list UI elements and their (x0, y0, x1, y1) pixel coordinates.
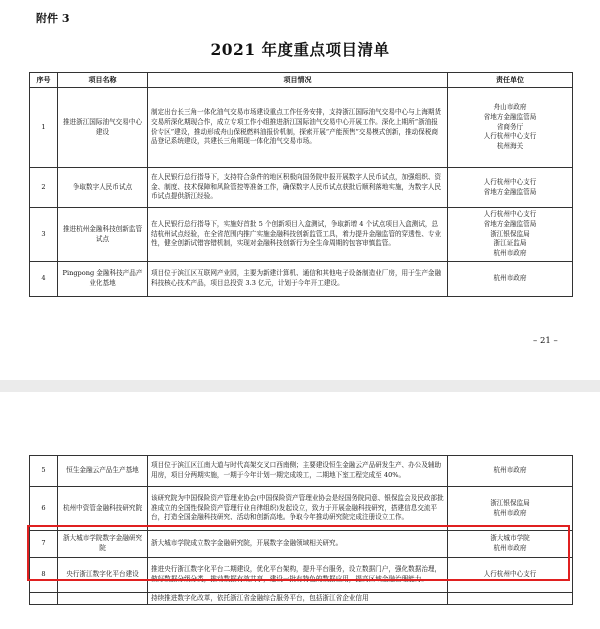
responsible-units: 舟山市政府 省地方金融监管局 省商务厅 人行杭州中心支行 杭州海关 (448, 88, 573, 168)
responsible-units: 浙江银保监局 杭州市政府 (448, 487, 573, 531)
project-description: 项目位于滨江区互联网产业园，主要为新建计算机、通信和其他电子设备制造业厂房，用于生产金融科技核心技术产品，项目总投资 3.3 亿元，计划于今年开工建设。 (148, 262, 448, 297)
responsible-units: 人行杭州中心支行 省地方金融监管局 浙江银保监局 浙江证监局 杭州市政府 (448, 208, 573, 262)
project-name: 恒生金融云产品生产基地 (58, 456, 148, 487)
project-description: 浙大城市学院成立数字金融研究院，开展数字金融领域相关研究。 (148, 531, 448, 558)
row-number: 1 (30, 88, 58, 168)
project-name: 央行浙江数字化平台建设 (58, 558, 148, 593)
project-description: 持续推进数字化改革，依托浙江省金融综合服务平台，包括浙江省企业信用 (148, 593, 448, 605)
table-row (30, 558, 573, 593)
responsible-units (448, 593, 573, 605)
project-name (58, 593, 148, 605)
project-table-continued (29, 455, 573, 605)
responsible-units: 浙大城市学院 杭州市政府 (448, 531, 573, 558)
attachment-label: 附件 3 (36, 12, 70, 25)
project-description: 在人民银行总行指导下，实施好首批 5 个创新项目入盒测试，争取新增 4 个试点项目入盒测试，总结杭州试点经验，在全省范围内推广实施金融科技创新监管工具，着力提升金融监管的穿透性、专业性，健全创新试错容错机制，实现对金融科技创新行为全生命周期的包容审慎监管。 (148, 208, 448, 262)
column-header-name: 项目名称 (58, 73, 148, 88)
table-row (30, 88, 573, 168)
row-number: 3 (30, 208, 58, 262)
project-description: 项目位于滨江区江南大道与时代高架交叉口西南侧；主要建设恒生金融云产品研发生产、办公及辅助用房，项目分两期实施，一期于今年计划一期完成竣工，二期地下室工程完成至 40%。 (148, 456, 448, 487)
column-header-desc: 项目情况 (148, 73, 448, 88)
page-title: 2021 年度重点项目清单 (210, 40, 390, 59)
page-22 (0, 392, 600, 629)
row-number: 8 (30, 558, 58, 593)
table-row (30, 487, 573, 531)
project-description: 制定出台长三角一体化油气交易市场建设重点工作任务安排，支持浙江国际油气交易中心与上海期货交易所深化期现合作，成立专项工作小组推进浙江国际油气交易中心开展工作。深化上期所“浙油报价专区”建设，推动形成舟山保税燃料油报价机制，探索开展“产能预售”交易模式创新，推动保税商品登记系统建设，共建长三角期现一体化油气交易市场。 (148, 88, 448, 168)
project-name: 杭州中资管金融科技研究院 (58, 487, 148, 531)
column-header-units: 责任单位 (448, 73, 573, 88)
table-row (30, 262, 573, 297)
row-number: 5 (30, 456, 58, 487)
project-description: 推进央行浙江数字化平台二期建设，优化平台架构，提升平台服务，设立数据门户，强化数据治理，做好数据分级分类，推动数据有效共享，建设一批有特色的数据应用，提高区域金融治理能力。 (148, 558, 448, 593)
responsible-units: 人行杭州中心支行 省地方金融监管局 (448, 168, 573, 208)
responsible-units: 杭州市政府 (448, 456, 573, 487)
row-number (30, 593, 58, 605)
project-description: 该研究院为中国保险资产管理业协会(中国保险资产管理业协会是经国务院同意、银保监会及民政部批准成立的全国性保险资产管理行业自律组织)发起设立，致力于开展金融科技研究，搭建信息交流平台，打造全国金融科技研究、活动和创新高地。争取今年推动研究院完成注册设立工作。 (148, 487, 448, 531)
row-number: 6 (30, 487, 58, 531)
responsible-units: 杭州市政府 (448, 262, 573, 297)
table-body (30, 456, 573, 605)
column-header-no: 序号 (30, 73, 58, 88)
project-name: 争取数字人民币试点 (58, 168, 148, 208)
row-number: 4 (30, 262, 58, 297)
project-name: 推进浙江国际油气交易中心建设 (58, 88, 148, 168)
project-description: 在人民银行总行指导下，支持符合条件的地区积极向国务院申报开展数字人民币试点，加强组织、资金、制度、技术保障和风险管控等准备工作，确保数字人民币试点获批后顺利落地实施，为数字人民币试点提供浙江经验。 (148, 168, 448, 208)
project-name: 推进杭州金融科技创新监管试点 (58, 208, 148, 262)
table-row (30, 208, 573, 262)
table-row (30, 593, 573, 605)
row-number: 7 (30, 531, 58, 558)
table-row (30, 531, 573, 558)
project-table (29, 72, 573, 297)
row-number: 2 (30, 168, 58, 208)
project-name: 浙大城市学院数字金融研究院 (58, 531, 148, 558)
page-number: – 21 – (533, 336, 558, 346)
table-body (30, 88, 573, 297)
table-header-row (30, 73, 573, 88)
responsible-units: 人行杭州中心支行 (448, 558, 573, 593)
table-row (30, 456, 573, 487)
table-row (30, 168, 573, 208)
project-name: Pingpong 金融科技产品产业化基地 (58, 262, 148, 297)
